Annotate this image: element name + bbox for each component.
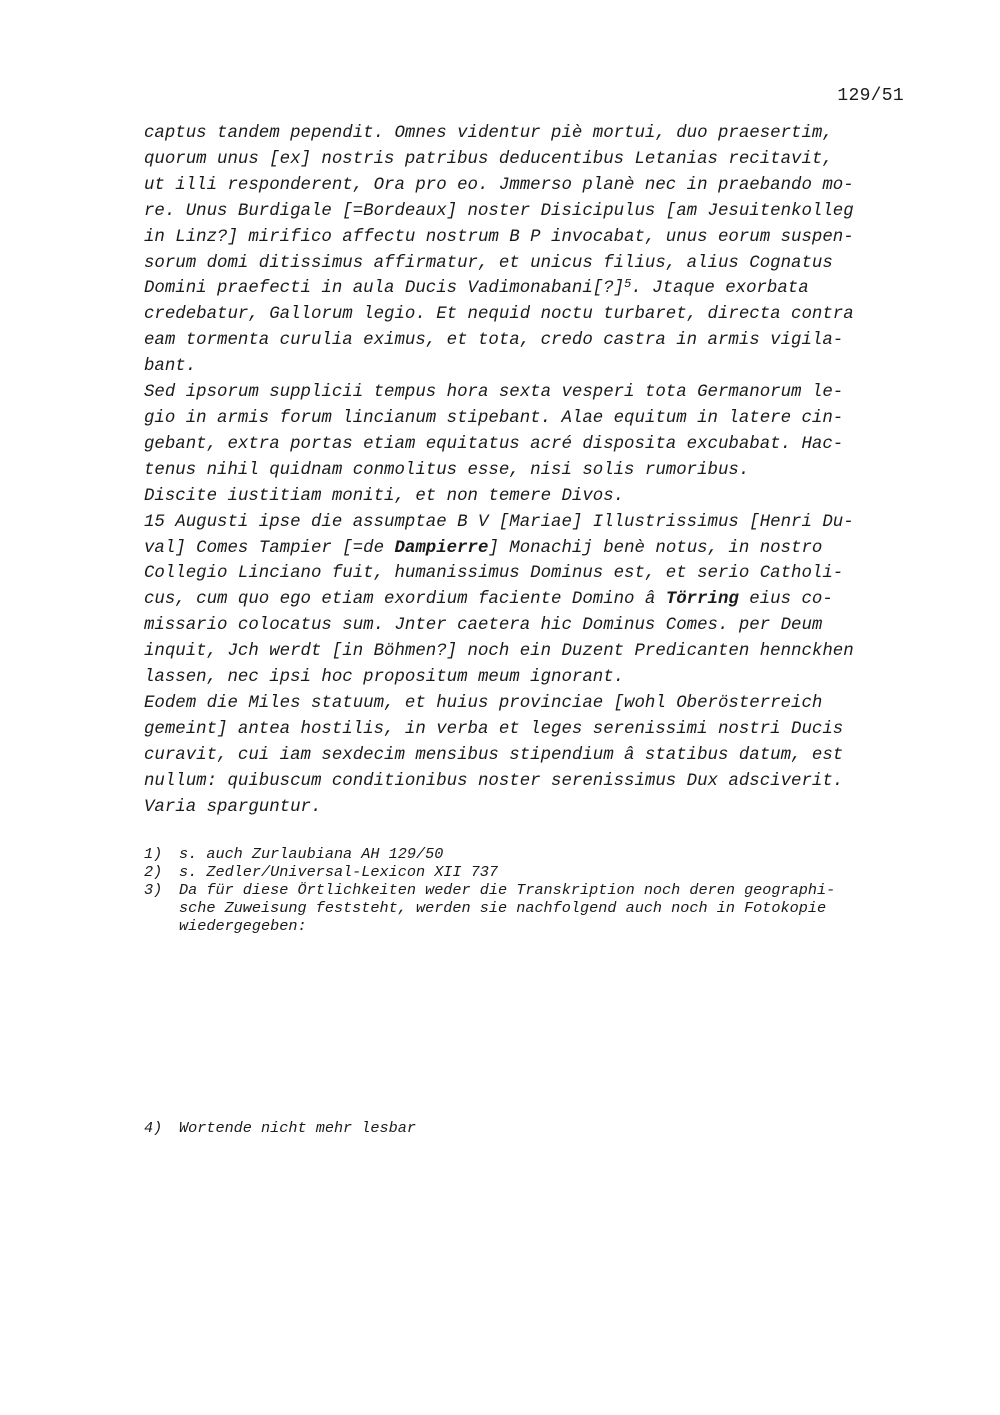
text-segment: val] Comes Tampier [=de [144,538,395,558]
footnote [144,1119,416,1137]
text-line: eam tormenta curulia eximus, et tota, credo castra in armis vigila- [144,331,844,351]
body-text [144,121,924,820]
text-line: sorum domi ditissimus affirmatur, et unicus filius, alius Cognatus [144,253,833,273]
text-segment: eius co- [738,590,833,610]
footnote [144,881,924,935]
text-line: gemeint] antea hostilis, in verba et leges serenissimi nostri Ducis [144,719,844,739]
text-line: in Linz?] mirifico affectu nostrum B P invocabat, unus eorum suspen- [144,227,854,247]
text-line: curavit, cui iam sexdecim mensibus stipendium â statibus datum, est [144,745,844,765]
page-number: 129/51 [837,86,904,106]
footnote-number: 4) [144,1119,163,1137]
text-segment: Domini praefecti in aula Ducis Vadimonabani[?] [144,279,625,299]
footnote [144,863,924,881]
text-line: 15 Augusti ipse die assumptae B V [Mariae] Illustrissimus [Henri Du- [144,512,854,532]
text-line: re. Unus Burdigale [=Bordeaux] noster Disicipulus [am Jesuitenkolleg [144,201,854,221]
text-segment: cus, cum quo ego etiam exordium faciente Domino â [144,590,666,610]
text-segment: ] Monachij benè notus, in nostro [488,538,823,558]
text-line: missario colocatus sum. Jnter caetera hic Dominus Comes. per Deum [144,616,823,636]
text-line [144,587,924,613]
text-line: captus tandem pependit. Omnes videntur piè mortui, duo praesertim, [144,124,833,143]
text-line: credebatur, Gallorum legio. Et nequid noctu turbaret, directa contra [144,305,854,325]
footnote-text: Da für diese Örtlichkeiten weder die Transkription noch deren geographi- sche Zuweisung feststeht, werden sie nachfolgend auch noch in Fotokopie wiedergegeben: [179,881,836,935]
text-line: Varia sparguntur. [144,797,322,817]
text-line: bant. [144,357,197,377]
bold-name: Dampierre [394,538,489,558]
footnote-number: 2) [144,863,163,881]
text-line: inquit, Jch werdt [in Böhmen?] noch ein Duzent Predicanten hennckhen [144,642,854,662]
text-line: Discite iustitiam moniti, et non temere Divos. [144,486,625,506]
text-line: lassen, nec ipsi hoc propositum meum ignorant. [144,668,625,688]
footnote [144,845,924,863]
footnote-ref: 5 [624,277,632,292]
text-line: Sed ipsorum supplicii tempus hora sexta vesperi tota Germanorum le- [144,383,844,403]
text-line: gebant, extra portas etiam equitatus acré disposita excubabat. Hac- [144,434,844,454]
text-line [144,536,924,562]
footnote-number: 1) [144,845,163,863]
footnote-number: 3) [144,881,163,899]
bold-name: Törring [665,590,739,610]
text-line: tenus nihil quidnam conmolitus esse, nisi solis rumoribus. [144,460,750,480]
text-segment: . Jtaque exorbata [631,279,809,299]
text-line: quorum unus [ex] nostris patribus deducentibus Letanias recitavit, [144,149,833,169]
footnote-text: s. auch Zurlaubiana AH 129/50 [179,845,444,863]
text-line: ut illi responderent, Ora pro eo. Jmmerso planè nec in praebando mo- [144,175,854,195]
text-line: nullum: quibuscum conditionibus noster serenissimus Dux adsciverit. [144,771,844,791]
text-line: Collegio Linciano fuit, humanissimus Dominus est, et serio Catholi- [144,564,844,584]
text-line [144,276,924,302]
text-line: Eodem die Miles statuum, et huius provinciae [wohl Oberösterreich [144,693,823,713]
footnote-text: s. Zedler/Universal-Lexicon XII 737 [179,863,498,881]
footnote-text: Wortende nicht mehr lesbar [179,1119,416,1137]
text-line: gio in armis forum lincianum stipebant. Alae equitum in latere cin- [144,408,844,428]
footnotes [144,845,924,935]
